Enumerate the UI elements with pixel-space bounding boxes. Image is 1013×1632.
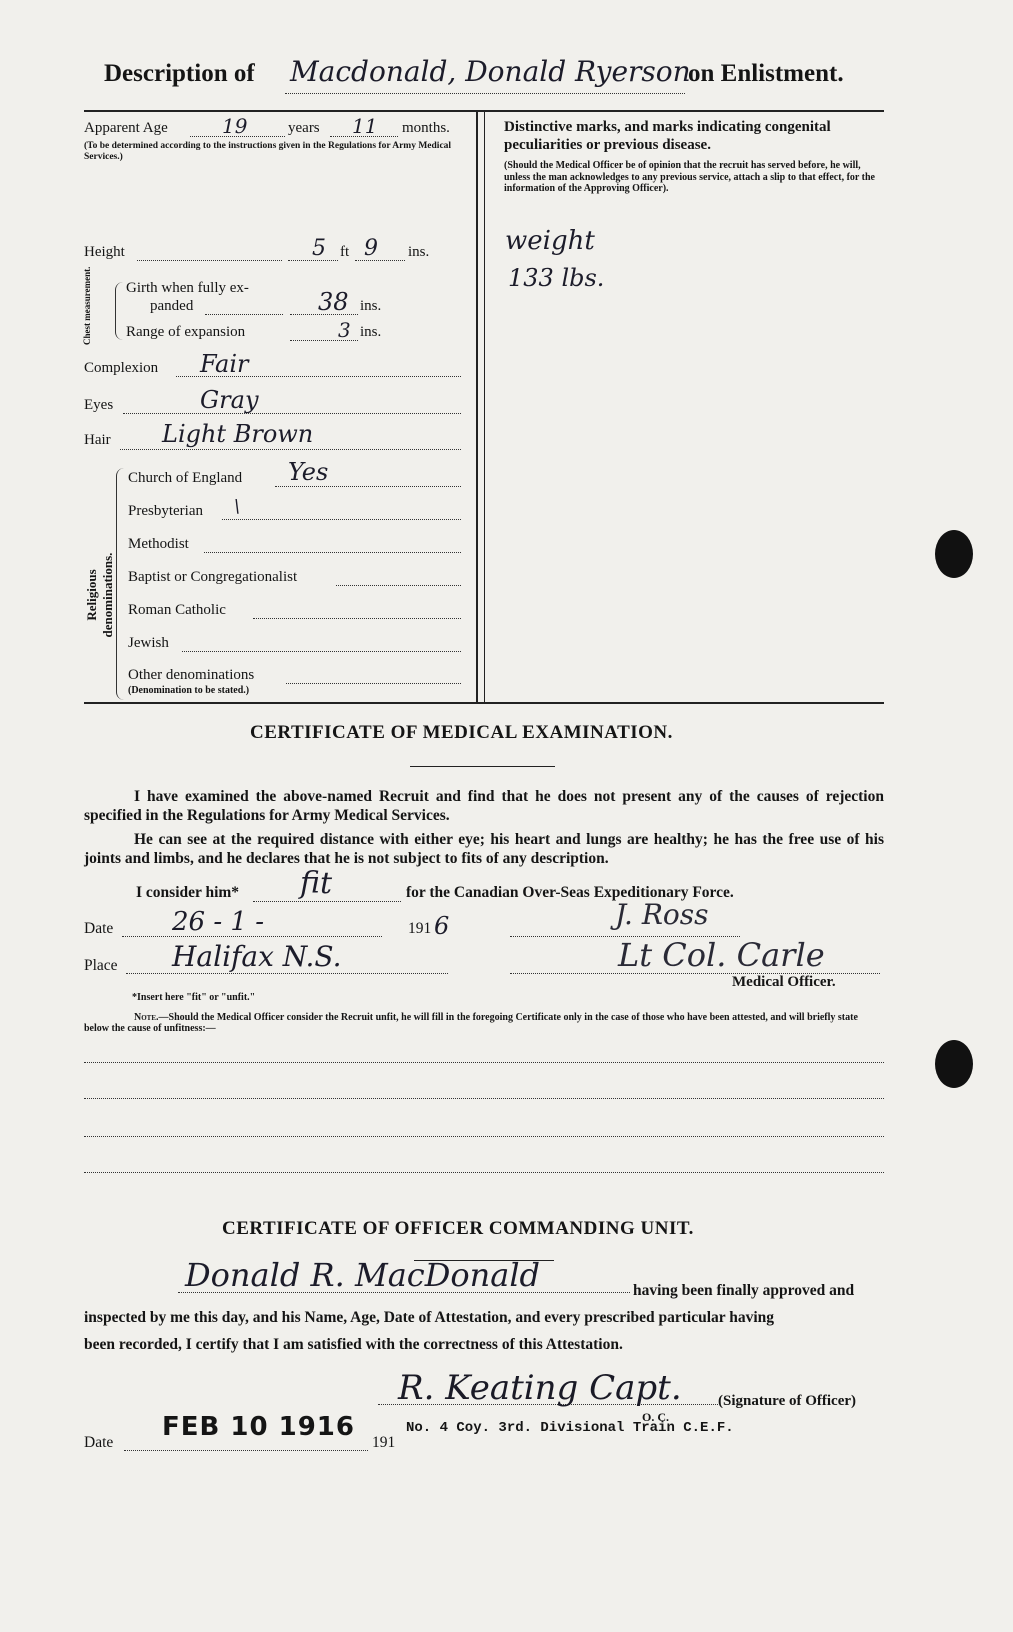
commanding-date-label: Date <box>84 1434 114 1451</box>
title-underline <box>410 766 555 767</box>
hair-value: Light Brown <box>162 420 314 448</box>
girth-label-1: Girth when fully ex- <box>126 280 249 296</box>
title-suffix: on Enlistment. <box>688 60 844 87</box>
recruit-name-signature: Donald R. MacDonald <box>185 1256 541 1294</box>
presbyterian-value: \ <box>234 496 241 517</box>
date-stamp: FEB 10 1916 <box>162 1412 355 1442</box>
place-label: Place <box>84 957 118 974</box>
distinctive-marks-note: (Should the Medical Officer be of opinion that the recruit has served before, he will, unless the man acknowledges to any previous service, attach a slip to that effect, for the information of the Approving Officer). <box>504 160 875 194</box>
unfit-line-4 <box>84 1172 884 1173</box>
note-text: —Should the Medical Officer consider the Recruit unfit, he will fill in the foregoing Certificate only in the case of those who have been attested, and will briefly state below the cause of unfitness:— <box>84 1012 858 1034</box>
chest-measurement-label: Chest measurement. <box>82 266 92 345</box>
column-divider <box>476 112 478 702</box>
medical-para-1: I have examined the above-named Recruit and find that he does not present any of the causes of rejection specified in the Regulations for Army Medical Services. <box>84 788 884 824</box>
girth-label-2: panded <box>150 298 194 314</box>
denomination-other: Other denominations <box>128 667 255 683</box>
medical-year-prefix: 191 <box>408 920 432 937</box>
height-label: Height <box>84 244 125 260</box>
denomination-church-of-england: Church of England <box>128 470 243 486</box>
recruit-name-handwritten: Macdonald, Donald Ryerson <box>290 55 691 88</box>
medical-year-value: 6 <box>434 912 450 940</box>
denomination-methodist: Methodist <box>128 536 189 552</box>
commanding-line-3: been recorded, I certify that I am satisfied with the correctness of this Attestation. <box>84 1336 623 1353</box>
medical-date-value: 26 - 1 - <box>172 907 264 937</box>
ft-label: ft <box>340 244 350 260</box>
weight-handwritten: weight <box>505 226 595 256</box>
girth-ins-label: ins. <box>360 298 382 314</box>
complexion-label: Complexion <box>84 360 159 376</box>
approved-text: having been finally approved and <box>633 1282 855 1299</box>
denomination-presbyterian: Presbyterian <box>128 503 203 519</box>
girth-value: 38 <box>318 288 349 316</box>
chest-brace <box>115 282 124 340</box>
medical-date-label: Date <box>84 920 114 937</box>
insert-note: *Insert here "fit" or "unfit." <box>132 992 256 1003</box>
age-note: (To be determined according to the instructions given in the Regulations for Army Medical Services.) <box>84 141 452 162</box>
section-rule <box>84 702 884 704</box>
religious-label: Religious <box>84 569 99 621</box>
place-value: Halifax N.S. <box>172 940 342 973</box>
years-label: years <box>288 120 320 136</box>
weight-value-handwritten: 133 lbs. <box>508 264 605 292</box>
force-label: for the Canadian Over-Seas Expeditionary Force. <box>406 884 734 901</box>
denomination-baptist: Baptist or Congregationalist <box>128 569 298 585</box>
commanding-line-2: inspected by me this day, and his Name, Age, Date of Attestation, and every prescribed particular having <box>84 1309 775 1326</box>
signature-of-officer-label: (Signature of Officer) <box>718 1393 857 1409</box>
distinctive-marks-label: Distinctive marks, and marks indicating congenital peculiarities or previous disease. <box>504 119 831 153</box>
age-months-value: 11 <box>352 114 378 138</box>
unfit-note <box>84 1012 884 1034</box>
range-value: 3 <box>338 318 351 342</box>
signature-2: Lt Col. Carle <box>618 936 825 974</box>
unfit-line-3 <box>84 1136 884 1137</box>
eyes-label: Eyes <box>84 397 114 413</box>
commanding-certificate-title: CERTIFICATE OF OFFICER COMMANDING UNIT. <box>222 1218 694 1239</box>
hair-label: Hair <box>84 432 111 448</box>
consider-label: I consider him* <box>136 884 240 901</box>
denomination-jewish: Jewish <box>128 635 169 651</box>
ins-label: ins. <box>408 244 430 260</box>
unfit-line-1 <box>84 1062 884 1063</box>
age-years-value: 19 <box>222 114 248 138</box>
unit-label: No. 4 Coy. 3rd. Divisional Train C.E.F. <box>406 1420 734 1436</box>
medical-para-2: He can see at the required distance with either eye; his heart and lungs are healthy; he has the free use of his joints and limbs, and he declares that he is not subject to fits of any description. <box>84 831 884 867</box>
range-label: Range of expansion <box>126 324 246 340</box>
oc-label: O. C. <box>642 1410 669 1424</box>
page-title <box>104 60 255 88</box>
fit-value: fit <box>300 866 333 901</box>
title-prefix: Description of <box>104 60 255 87</box>
unfit-line-2 <box>84 1098 884 1099</box>
signature-1: J. Ross <box>615 898 709 931</box>
denomination-roman-catholic: Roman Catholic <box>128 602 226 618</box>
height-in-value: 9 <box>364 236 378 261</box>
other-denomination-note: (Denomination to be stated.) <box>128 685 250 696</box>
column-divider-right <box>484 112 485 702</box>
range-ins-label: ins. <box>360 324 382 340</box>
binder-hole-bottom <box>935 1040 973 1088</box>
denominations-label: denominations. <box>100 552 115 638</box>
religion-brace <box>116 468 125 700</box>
binder-hole-top <box>935 530 973 578</box>
medical-officer-label: Medical Officer. <box>732 974 836 990</box>
complexion-value: Fair <box>200 350 249 378</box>
months-label: months. <box>402 120 450 136</box>
church-of-england-value: Yes <box>288 458 329 486</box>
commanding-year-prefix: 191 <box>372 1434 396 1451</box>
note-label: Note. <box>134 1012 159 1023</box>
eyes-value: Gray <box>200 386 259 414</box>
height-ft-value: 5 <box>312 236 326 261</box>
medical-certificate-title: CERTIFICATE OF MEDICAL EXAMINATION. <box>250 722 673 743</box>
apparent-age-label: Apparent Age <box>84 120 168 136</box>
officer-signature: R. Keating Capt. <box>398 1368 682 1408</box>
